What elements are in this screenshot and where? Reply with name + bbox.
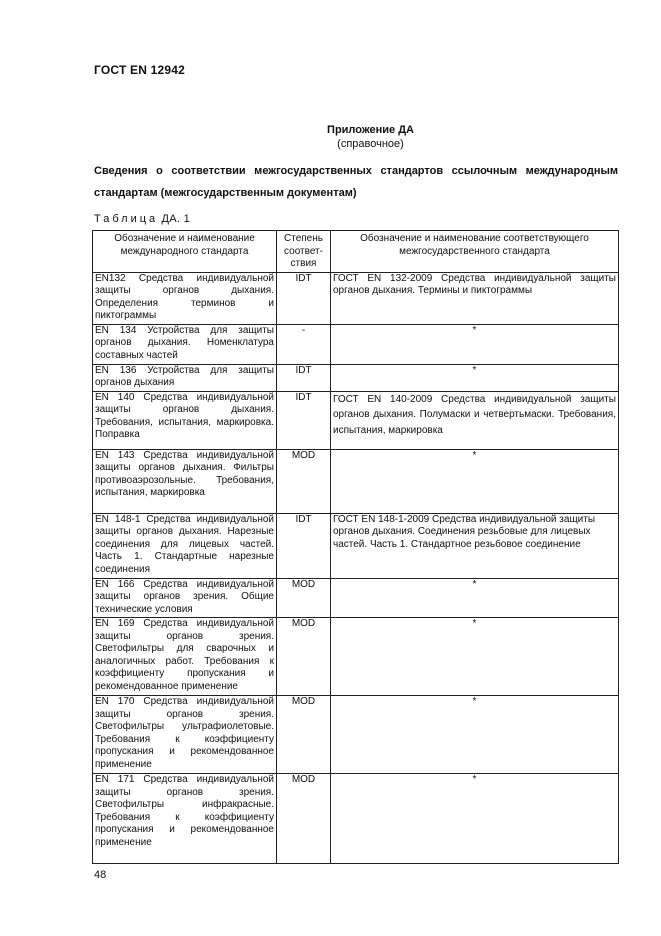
international-standard-cell: EN 171 Средства индивидуальной защиты органов зрения. Светофильтры инфракрасные. Требования к коэффициенту пропускания и рекомендованное применение [93, 774, 277, 864]
header-degree: Степень соответ-ствия [277, 231, 331, 273]
international-standard-cell: EN 136 Устройства для защиты органов дыхания [93, 364, 277, 391]
table-row [93, 618, 619, 696]
table-row [93, 391, 619, 449]
international-standard-cell: EN 140 Средства индивидуальной защиты органов дыхания. Требования, испытания, маркировка. Поправка [93, 391, 277, 449]
table-header-row [93, 231, 619, 273]
annex-subtitle: (справочное) [337, 138, 404, 150]
interstate-standard-cell: * [331, 578, 619, 618]
header-international-standard: Обозначение и наименование международного стандарта [93, 231, 277, 273]
interstate-standard-cell: * [331, 364, 619, 391]
page-number: 48 [94, 869, 107, 881]
table-label [94, 213, 190, 225]
international-standard-cell: EN 134 Устройства для защиты органов дыхания. Номенклатура составных частей [93, 324, 277, 364]
interstate-standard-cell: * [331, 324, 619, 364]
degree-cell: IDT [277, 364, 331, 391]
correspondence-table [92, 230, 619, 864]
interstate-standard-cell: ГОСТ EN 148-1-2009 Средства индивидуальной защиты органов дыхания. Соединения резьбовые для лицевых частей. Часть 1. Стандартное резьбовое соединение [331, 513, 619, 578]
degree-cell: MOD [277, 774, 331, 864]
table-label-number: ДА. 1 [161, 213, 191, 225]
degree-cell: MOD [277, 696, 331, 774]
table-row [93, 696, 619, 774]
table-row [93, 364, 619, 391]
degree-cell: MOD [277, 578, 331, 618]
degree-cell: MOD [277, 618, 331, 696]
interstate-standard-cell: ГОСТ EN 132-2009 Средства индивидуальной защиты органов дыхания. Термины и пиктограммы [331, 272, 619, 324]
table-row [93, 449, 619, 513]
interstate-standard-cell: * [331, 774, 619, 864]
international-standard-cell: EN 148-1 Средства индивидуальной защиты органов дыхания. Нарезные соединения для лицевых частей. Часть 1. Стандартные нарезные соединения [93, 513, 277, 578]
degree-cell: IDT [277, 272, 331, 324]
table-row [93, 578, 619, 618]
annex-title: Приложение ДА [327, 124, 414, 136]
table-row [93, 272, 619, 324]
degree-cell: - [277, 324, 331, 364]
international-standard-cell: EN 169 Средства индивидуальной защиты органов зрения. Светофильтры для сварочных и аналогичных работ. Требования к коэффициенту пропускания и рекомендованное применение [93, 618, 277, 696]
degree-cell: MOD [277, 449, 331, 513]
international-standard-cell: EN 166 Средства индивидуальной защиты органов зрения. Общие технические условия [93, 578, 277, 618]
annex-heading: Сведения о соответствии межгосударственных стандартов ссылочным международным стандартам (межгосударственным документам) [94, 165, 618, 199]
degree-cell: IDT [277, 513, 331, 578]
table-label-word: Таблица [94, 213, 159, 225]
header-interstate-standard: Обозначение и наименование соответствующего межгосударственного стандарта [331, 231, 619, 273]
interstate-standard-cell: ГОСТ EN 140-2009 Средства индивидуальной защиты органов дыхания. Полумаски и четвертьмаски. Требования, испытания, маркировка [331, 391, 619, 449]
international-standard-cell: EN 170 Средства индивидуальной защиты органов зрения. Светофильтры ультрафиолетовые. Требования к коэффициенту пропускания и рекомендованное применение [93, 696, 277, 774]
interstate-standard-cell: * [331, 618, 619, 696]
interstate-standard-cell: * [331, 449, 619, 513]
table-row [93, 774, 619, 864]
international-standard-cell: EN132 Средства индивидуальной защиты органов дыхания. Определения терминов и пиктограммы [93, 272, 277, 324]
degree-cell: IDT [277, 391, 331, 449]
table-row [93, 324, 619, 364]
table-row [93, 513, 619, 578]
document-code: ГОСТ EN 12942 [94, 63, 185, 77]
international-standard-cell: EN 143 Средства индивидуальной защиты органов дыхания. Фильтры противоаэрозольные. Требования, испытания, маркировка [93, 449, 277, 513]
interstate-standard-cell: * [331, 696, 619, 774]
